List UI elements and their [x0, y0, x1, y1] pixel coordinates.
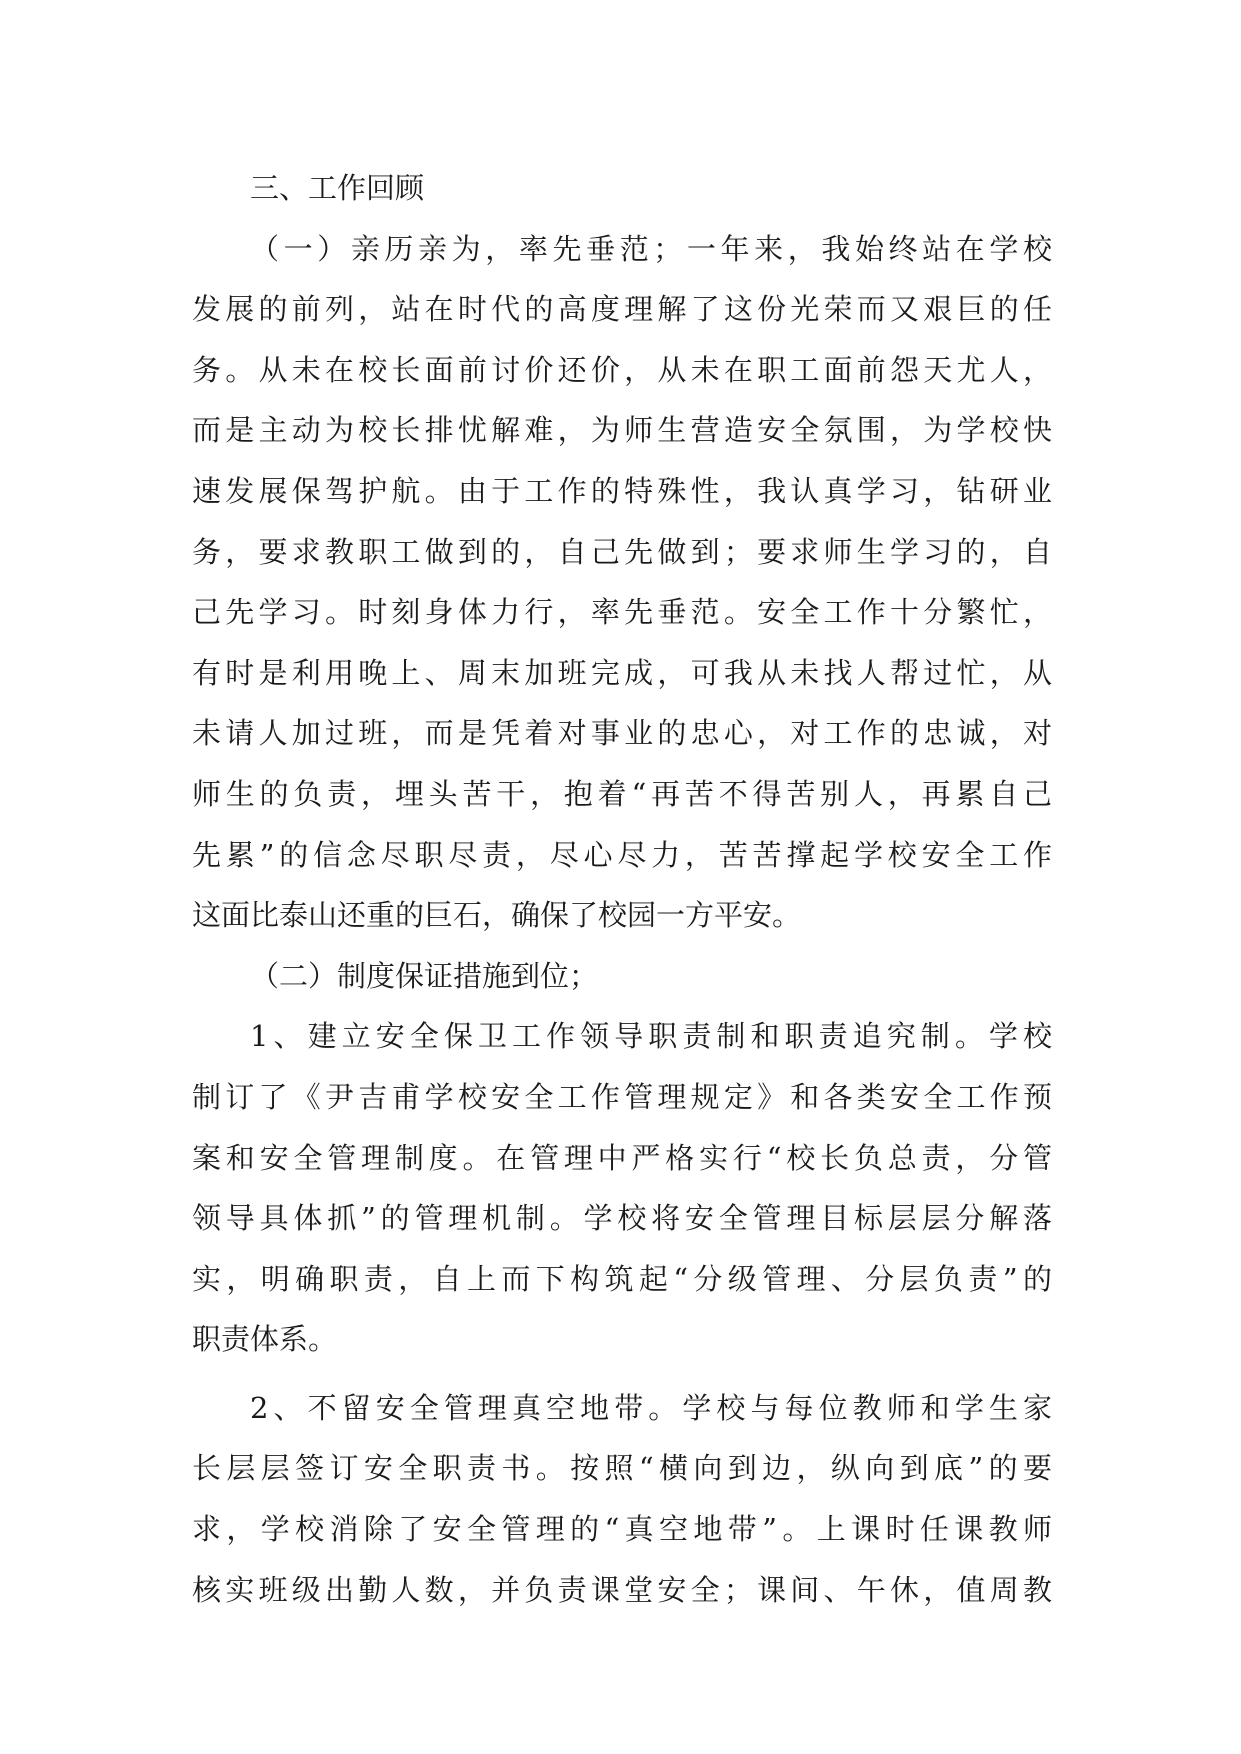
text-line: 求，学校消除了安全管理的“真空地带”。上课时任课教师	[192, 1512, 1052, 1547]
text-line: 核实班级出勤人数，并负责课堂安全；课间、午休，值周教	[192, 1572, 1052, 1607]
text-line: 先累”的信念尽职尽责，尽心尽力，苦苦撑起学校安全工作	[192, 837, 1052, 872]
text-line: （一）亲历亲为，率先垂范；一年来，我始终站在学校	[250, 231, 1052, 266]
paragraph-item-1	[192, 1006, 1052, 1370]
section-2-title: （二）制度保证措施到位；	[250, 958, 599, 993]
text-line: 未请人加过班，而是凭着对事业的忠心，对工作的忠诚，对	[192, 716, 1052, 751]
text-line: 长层层签订安全职责书。按照“横向到边，纵向到底”的要	[192, 1451, 1052, 1486]
text-line: 师生的负责，埋头苦干，抱着“再苦不得苦别人，再累自己	[192, 776, 1052, 811]
text-line: 而是主动为校长排忧解难，为师生营造安全氛围，为学校快	[192, 413, 1052, 448]
text-line: 2、不留安全管理真空地带。学校与每位教师和学生家	[250, 1390, 1052, 1425]
text-line: 实，明确职责，自上而下构筑起“分级管理、分层负责”的	[192, 1261, 1052, 1296]
text-line: 速发展保驾护航。由于工作的特殊性，我认真学习，钻研业	[192, 473, 1052, 508]
document-body	[192, 158, 1052, 1620]
text-line: 己先学习。时刻身体力行，率先垂范。安全工作十分繁忙，	[192, 595, 1052, 630]
paragraph-item-2	[192, 1378, 1052, 1620]
text-line: 务，要求教职工做到的，自己先做到；要求师生学习的，自	[192, 534, 1052, 569]
section-heading: 三、工作回顾	[250, 171, 425, 205]
text-line: 制订了《尹吉甫学校安全工作管理规定》和各类安全工作预	[192, 1079, 1052, 1114]
text-line: 发展的前列，站在时代的高度理解了这份光荣而又艰巨的任	[192, 292, 1052, 327]
text-line: 1、建立安全保卫工作领导职责制和职责追究制。学校	[250, 1019, 1052, 1054]
text-line: 有时是利用晚上、周末加班完成，可我从未找人帮过忙，从	[192, 655, 1052, 690]
text-line: 领导具体抓”的管理机制。学校将安全管理目标层层分解落	[192, 1201, 1052, 1236]
text-line: 务。从未在校长面前讨价还价，从未在职工面前怨天尤人，	[192, 352, 1052, 387]
text-line: 这面比泰山还重的巨石，确保了校园一方平安。	[192, 898, 802, 933]
text-line: 案和安全管理制度。在管理中严格实行“校长负总责，分管	[192, 1140, 1052, 1175]
text-line: 职责体系。	[192, 1322, 338, 1357]
paragraph-section-1	[192, 219, 1052, 946]
